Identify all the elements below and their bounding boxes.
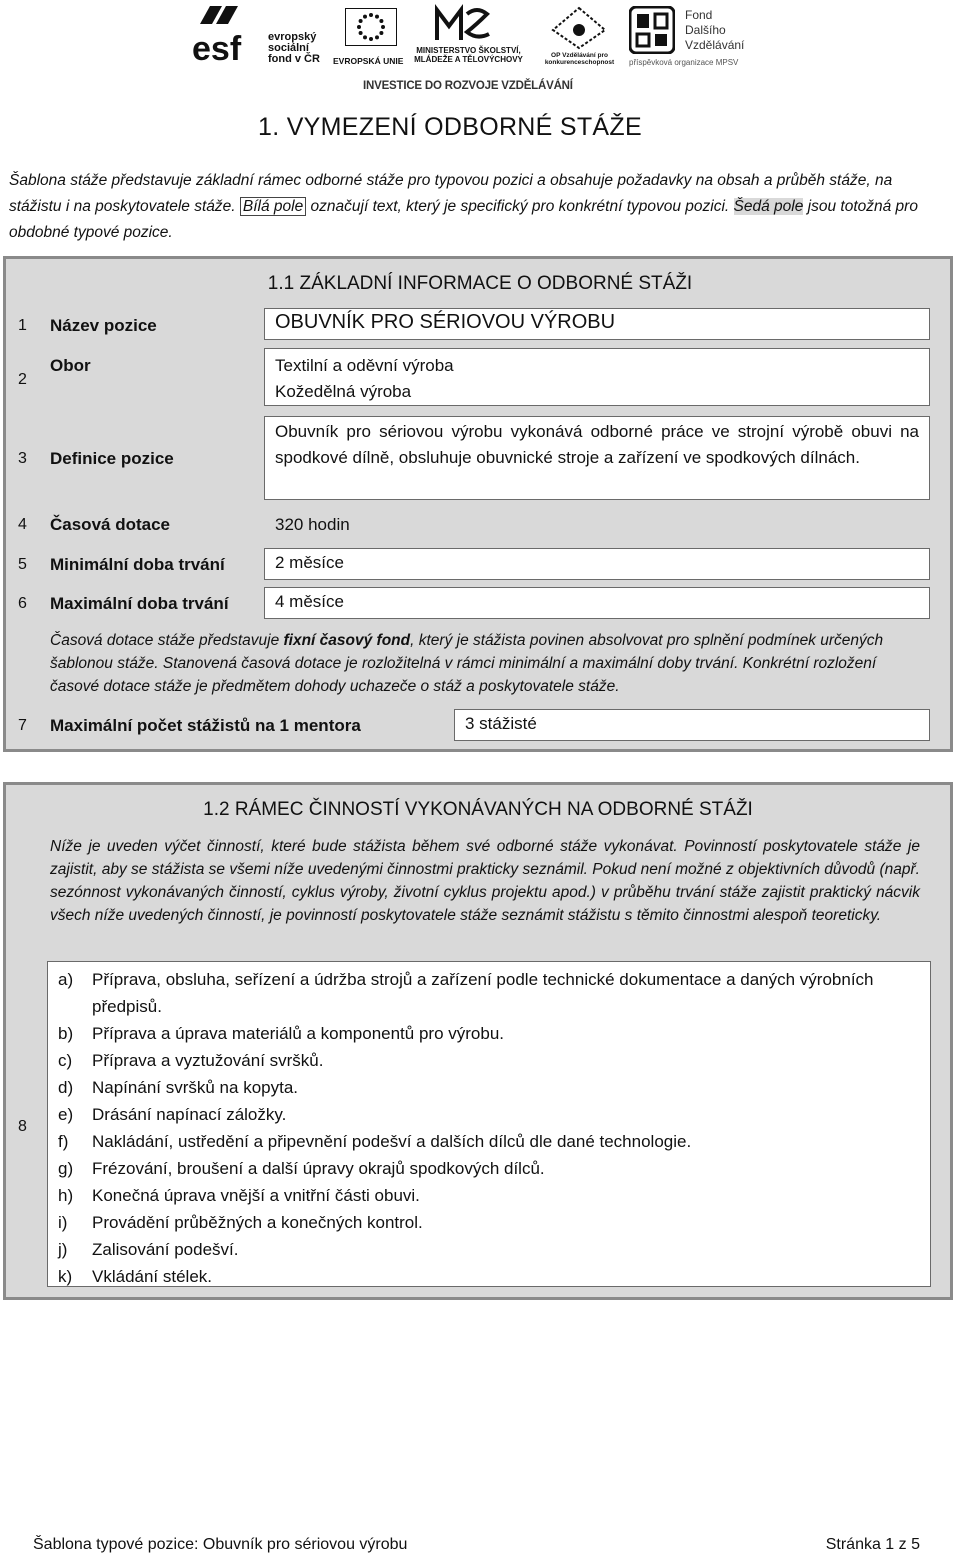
field-value: [264, 348, 930, 406]
grey-field-sample: Šedá pole: [733, 198, 804, 215]
section-basic-info-title: 1.1 ZÁKLADNÍ INFORMACE O ODBORNÉ STÁŽI: [267, 273, 693, 294]
white-field-sample: Bílá pole: [240, 197, 306, 216]
position-name-label: Název pozice: [50, 316, 157, 335]
fdv-name: [685, 8, 744, 53]
list-item: [58, 1236, 920, 1263]
min-duration-field: 2 měsíce: [264, 548, 930, 580]
list-item-text: Vkládání stélek.: [92, 1267, 213, 1286]
list-item: [58, 1074, 920, 1101]
list-item-text: Napínání svršků na kopyta.: [92, 1078, 299, 1097]
definition-label: Definice pozice: [50, 449, 174, 468]
list-item-letter: g): [58, 1159, 74, 1178]
list-item: [58, 1047, 920, 1074]
min-duration-label: Minimální doba trvání: [50, 555, 225, 574]
list-item-letter: j): [58, 1240, 68, 1259]
op-label: OP Vzdělávání pro konkurenceschopnost: [544, 52, 615, 66]
op-mark-icon: [551, 6, 607, 50]
max-interns-label: Maximální počet stážistů na 1 mentora: [50, 716, 361, 735]
msmt-label: MINISTERSTVO ŠKOLSTVÍ, MLÁDEŽE A TĚLOVÝCHOVY: [414, 46, 523, 64]
fdv-mark-icon: [629, 6, 675, 54]
section-basic-info: [3, 256, 953, 752]
msmt-logo: [401, 4, 531, 66]
time-allocation-note: [50, 629, 920, 698]
op-logo: [537, 4, 622, 66]
list-item-letter: h): [58, 1186, 74, 1205]
time-allocation-field: 320 hodin: [275, 515, 350, 534]
list-item: [58, 1209, 920, 1236]
time-allocation-label: Časová dotace: [50, 515, 170, 534]
row-number: 7: [18, 717, 27, 734]
page-title: 1. VYMEZENÍ ODBORNÉ STÁŽE: [258, 113, 642, 141]
esf-logo: [190, 4, 322, 66]
field-value-line: Kožedělná výroba: [275, 382, 412, 401]
msmt-mark-icon: [433, 4, 495, 44]
list-item: [58, 1263, 920, 1290]
intro-paragraph: [9, 168, 949, 246]
footer-document-name: Šablona typové pozice: Obuvník pro sériovou výrobu: [33, 1536, 408, 1553]
activities-list: [47, 961, 931, 1287]
list-item-letter: f): [58, 1132, 69, 1151]
list-item-letter: i): [58, 1213, 68, 1232]
list-item: [58, 1101, 920, 1128]
list-item-letter: a): [58, 970, 74, 989]
footer-page-number: Stránka 1 z 5: [825, 1536, 920, 1553]
svg-text:esf: esf: [192, 30, 242, 64]
fdv-name-line2: Dalšího: [685, 23, 726, 37]
note-text: Časová dotace stáže představuje: [50, 632, 284, 649]
note-emphasis: fixní časový fond: [283, 632, 411, 649]
list-item-text: Příprava a vyztužování svršků.: [92, 1051, 324, 1070]
list-item-text: Frézování, broušení a další úpravy okrajů spodkových dílců.: [92, 1159, 545, 1178]
list-item-letter: d): [58, 1078, 74, 1097]
position-name-field: OBUVNÍK PRO SÉRIOVOU VÝROBU: [264, 308, 930, 340]
list-item: [58, 1020, 920, 1047]
eu-logo: [333, 4, 407, 66]
row-number: 8: [18, 1118, 27, 1135]
list-item-text: Příprava, obsluha, seřízení a údržba strojů a zařízení podle technické dokumentace a daných výrobních předpisů.: [92, 970, 874, 1016]
max-duration-label: Maximální doba trvání: [50, 594, 229, 613]
list-item-letter: c): [58, 1051, 73, 1070]
field-value-line: Textilní a oděvní výroba: [275, 356, 454, 375]
row-number: 2: [18, 371, 27, 388]
list-item: [58, 966, 920, 1020]
fdv-name-line3: Vzdělávání: [685, 38, 745, 52]
fdv-logo: [625, 4, 775, 66]
list-item-text: Provádění průběžných a konečných kontrol.: [92, 1213, 423, 1232]
invest-slogan: INVESTICE DO ROZVOJE VZDĚLÁVÁNÍ: [363, 80, 573, 92]
fdv-subtitle: příspěvková organizace MPSV: [629, 58, 739, 67]
intro-text-3: jsou totožná pro obdobné typové pozice.: [9, 198, 918, 241]
list-item-text: Zalisování podešví.: [92, 1240, 239, 1259]
row-number: 6: [18, 595, 27, 612]
list-item-text: Drásání napínací záložky.: [92, 1105, 287, 1124]
fdv-name-line1: Fond: [685, 8, 713, 22]
section-activities-title: 1.2 RÁMEC ČINNOSTÍ VYKONÁVANÝCH NA ODBORNÉ STÁŽI: [203, 799, 753, 820]
note-text: , který je stážista povinen absolvovat pro splnění podmínek určených šablonou stáže. Stanovená časová dotace je rozložitelná v rámci minimální a maximální doby trvání. Konkrétní rozložení časové dotace stáže je předmětem dohody uchazeče o stáž a poskytovatele stáže.: [50, 632, 884, 695]
intro-text-1: Šablona stáže představuje základní rámec odborné stáže pro typovou pozici a obsahuje požadavky na obsah a průběh stáže, na stážistu i na poskytovatele stáže.: [9, 172, 893, 215]
field-label: Obor: [50, 356, 91, 375]
esf-mark-icon: [190, 4, 258, 64]
row-number: 5: [18, 556, 27, 573]
list-item-letter: k): [58, 1267, 73, 1286]
activities-description: Níže je uveden výčet činností, které bude stážista během své odborné stáže vykonávat. Povinností poskytovatele stáže je zajistit, aby se stážista se všemi níže uvedenými činnostmi prakticky seznámil. Pokud není možné z objektivních důvodů (např. sezónnost vykonávaných činností, cyklus výroby, životní cyklus projektu apod.) v průběhu trvání stáže zajistit praktický nácvik všech níže uvedených činností, je povinností poskytovatele stáže seznámit stážistu s těmito činnostmi alespoň teoreticky.: [50, 838, 920, 924]
list-item: [58, 1155, 920, 1182]
esf-text: evropský sociální fond v ČR: [268, 31, 320, 65]
list-item-text: Konečná úprava vnější a vnitřní části obuvi.: [92, 1186, 420, 1205]
list-item: [58, 1182, 920, 1209]
eu-label: EVROPSKÁ UNIE: [333, 56, 404, 66]
list-item-letter: e): [58, 1105, 74, 1124]
row-number: 3: [18, 450, 27, 467]
list-item-letter: b): [58, 1024, 74, 1043]
max-duration-field: 4 měsíce: [264, 587, 930, 619]
intro-text-2: označují text, který je specifický pro konkrétní typovou pozici.: [306, 198, 734, 215]
row-number: 1: [18, 317, 27, 334]
row-number: 4: [18, 516, 27, 533]
max-interns-field: 3 stážisté: [454, 709, 930, 741]
definition-field: Obuvník pro sériovou výrobu vykonává odborné práce ve strojní výrobě obuvi na spodkové dílně, obsluhuje obuvnické stroje a zařízení ve spodkových dílnách.: [264, 416, 930, 500]
list-item-text: Nakládání, ustředění a připevnění podešví a dalších dílců dle dané technologie.: [92, 1132, 692, 1151]
list-item: [58, 1128, 920, 1155]
section-activities: [3, 782, 953, 1300]
list-item-text: Příprava a úprava materiálů a komponentů pro výrobu.: [92, 1024, 505, 1043]
eu-flag-icon: [345, 8, 397, 46]
